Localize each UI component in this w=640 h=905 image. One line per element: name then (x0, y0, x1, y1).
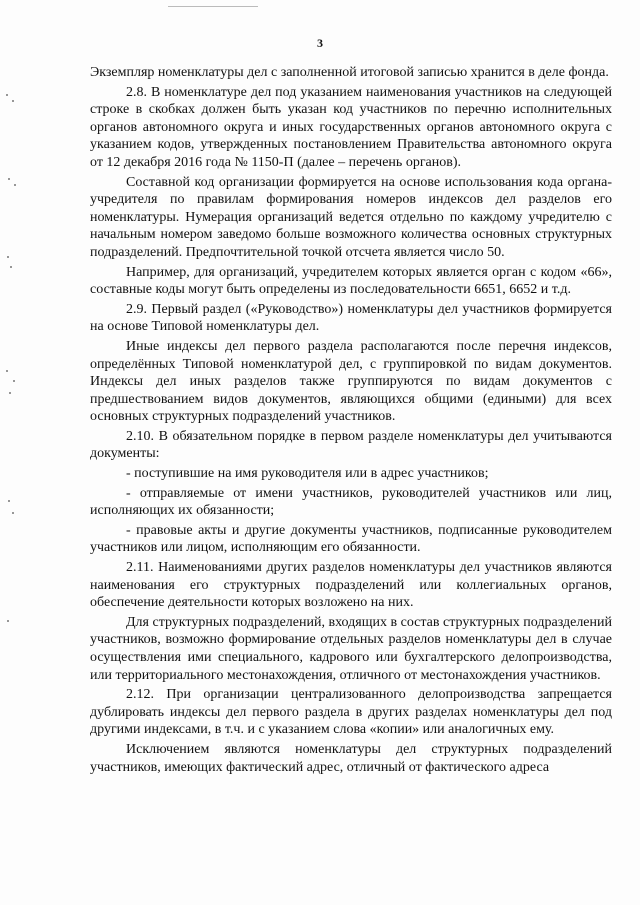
paragraph: Например, для организаций, учредителем которых является орган с кодом «66», составные коды могут быть определены из последовательности 6651, 6652 и т.д. (90, 264, 612, 298)
scan-margin-specks (4, 80, 22, 680)
list-item: - поступившие на имя руководителя или в адрес участников; (126, 466, 489, 482)
document-body (90, 64, 612, 778)
page-number: 3 (317, 36, 323, 50)
paragraph-2-11: 2.11. Наименованиями других разделов номенклатуры дел участников являются наименования его структурных подразделений или коллегиальных органов, обеспечение деятельности которых возложено на них. (90, 560, 612, 611)
paragraph-2-12: 2.12. При организации централизованного делопроизводства запрещается дублировать индексы дел первого раздела в других разделах номенклатуры дел под другими индексами, в т.ч. и с указанием слова «копии» или аналогичных ему. (90, 687, 612, 738)
paragraph-2-8: 2.8. В номенклатуре дел под указанием наименования участников на следующей строке в скобках должен быть указан код участников по перечню исполнительных органов автономного округа и иных государственных органов автономного округа с указанием кодов, утвержденных постановлением Правительства автономного округа от 12 декабря 2016 года № 1150-П (далее – перечень органов). (90, 84, 612, 170)
paragraph: Экземпляр номенклатуры дел с заполненной итоговой записью хранится в деле фонда. (90, 65, 609, 80)
paragraph: Для структурных подразделений, входящих в состав структурных подразделений участников, возможно формирование отдельных разделов номенклатуры дел в случае осуществления ими специального, кадрового или бухгалтерского делопроизводства, или территориального местонахождения, отличного от местонахождения участников. (90, 614, 612, 683)
paragraph: Составной код организации формируется на основе использования кода органа-учредителя по правилам формирования номеров индексов дел разделов его номенклатуры. Нумерация организаций ведется отдельно по каждому учредителю с начальным номером заведомо больше возможного количества основных структурных подразделений. Предпочтительной точкой отсчета является число 50. (90, 174, 612, 260)
paragraph: Исключением являются номенклатуры дел структурных подразделений участников, имеющих фактический адрес, отличный от фактического адреса (90, 741, 612, 775)
scan-edge-mark (168, 0, 258, 7)
paragraph: Иные индексы дел первого раздела располагаются после перечня индексов, определённых Типовой номенклатурой дел, с группировкой по видам документов. Индексы дел иных разделов также группируются по видам документов с предшествованием видов документов, являющихся общими (едиными) для всех основных структурных подразделений участников. (90, 338, 612, 425)
paragraph-2-9: 2.9. Первый раздел («Руководство») номенклатуры дел участников формируется на основе Типовой номенклатуры дел. (90, 301, 612, 335)
list-item: - правовые акты и другие документы участников, подписанные руководителем участников или лицом, исполняющим его обязанности. (90, 522, 612, 556)
list-item: - отправляемые от имени участников, руководителей участников или лиц, исполняющих их обязанности; (90, 485, 612, 519)
paragraph-2-10: 2.10. В обязательном порядке в первом разделе номенклатуры дел учитываются документы: (90, 428, 612, 462)
